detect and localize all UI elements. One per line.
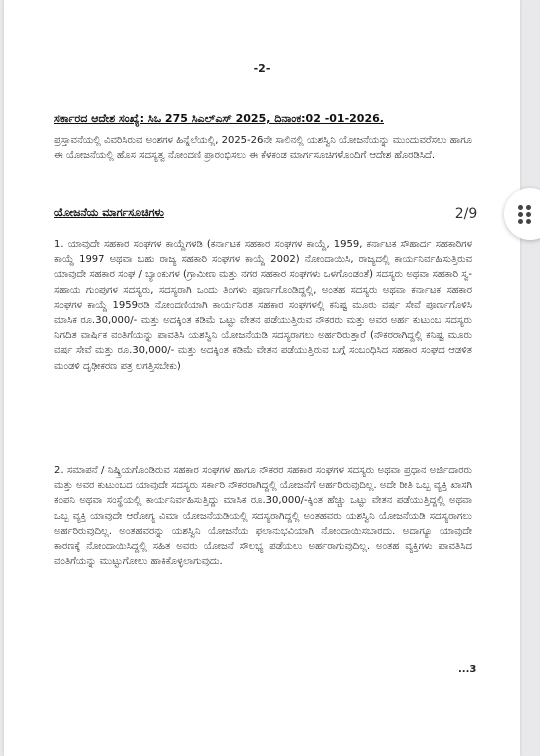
- paragraph-1: 1. ಯಾವುದೇ ಸಹಕಾರ ಸಂಘಗಳ ಕಾಯ್ದೆಗಳಡಿ (ಕರ್ನಾಟಕ ಸಹಕಾರ ಸಂಘಗಳ ಕಾಯ್ದೆ, 1959, ಕರ್ನಾಟಕ ಸೌಹಾರ್ದ ಸಹಕಾರಿಗಳ ಕಾಯ್ದೆ 1997 ಅಥವಾ ಬಹು ರಾಜ್ಯ ಸಹಕಾರಿ ಸಂಘಗಳ ಕಾಯ್ದೆ 2002) ನೋಂದಾಯಿಸಿ, ರಾಜ್ಯದಲ್ಲಿ ಕಾರ್ಯನಿರ್ವಹಿಸುತ್ತಿರುವ ಯಾವುದೇ ಸಹಕಾರ ಸಂಘ / ಬ್ಯಾಂಕುಗಳ (ಗ್ರಾಮೀಣ ಮತ್ತು ನಗರ ಸಹಕಾರ ಸಂಘಗಳು ಒಳಗೊಂಡಂತೆ) ಸದಸ್ಯರು ಅಥವಾ ಸಹಕಾರಿ ಸ್ವ-ಸಹಾಯ ಗುಂಪುಗಳ ಸದಸ್ಯರು, ಸದಸ್ಯರಾಗಿ ಒಂದು ತಿಂಗಳು ಪೂರ್ಣಗೊಂಡಿದ್ದಲ್ಲಿ, ಅಂತಹ ಸದಸ್ಯರು ಅಥವಾ ಕರ್ನಾಟಕ ಸಹಕಾರ ಸಂಘಗಳ ಕಾಯ್ದೆ 1959ರಡಿ ನೋಂದಣಿಯಾಗಿ ಕಾರ್ಯನಿರತ ಸಹಕಾರ ಸಂಘಗಳಲ್ಲಿ ಕನಿಷ್ಟ ಮೂರು ವರ್ಷ ಸೇವೆ ಪೂರ್ಣಗೊಳಿಸಿ ಮಾಸಿಕ ರೂ.30,000/- ಮತ್ತು ಅದಕ್ಕಿಂತ ಕಡಿಮೆ ಒಟ್ಟು ವೇತನ ಪಡೆಯುತ್ತಿರುವ ನೌಕರರು ಮತ್ತು ಅವರ ಅರ್ಹ ಕುಟುಂಬ ಸದಸ್ಯರು ನಿಗದಿತ ವಾರ್ಷಿಕ ವಂತಿಗೆಯನ್ನು ಪಾವತಿಸಿ ಯಶಸ್ವಿನಿ ಯೋಜನೆಯಡಿ ಸದಸ್ಯರಾಗಲು ಅರ್ಹರಿರುತ್ತಾರೆ (ನೌಕರರಾಗಿದ್ದಲ್ಲಿ ಕನಿಷ್ಟ ಮೂರು ವರ್ಷ ಸೇವೆ ಮತ್ತು ರೂ.30,000/- ಮತ್ತು ಅದಕ್ಕಿಂತ ಕಡಿಮೆ ವೇತನ ಪಡೆಯುತ್ತಿರುವ ಬಗ್ಗೆ ಸಂಬಂಧಿಸಿದ ಸಹಕಾರ ಸಂಘದ ಆಡಳಿತ ಮಂಡಳಿ ದೃಢೀಕರಣ ಪತ್ರ ಲಗತ್ತಿಸಬೇಕು): [54, 239, 472, 372]
- order-line: ಸರ್ಕಾರದ ಆದೇಶ ಸಂಖ್ಯೆ: ಸಿಒ 275 ಸಿಎಲ್ಎಸ್ 2025, ದಿನಾಂಕ:02 -01-2026.: [54, 112, 384, 125]
- page-footer: ...3: [458, 664, 477, 675]
- document-page: [4, 0, 520, 756]
- page-counter: 2/9: [436, 200, 496, 228]
- intro-paragraph: ಪ್ರಸ್ತಾವನೆಯಲ್ಲಿ ವಿವರಿಸಿರುವ ಅಂಶಗಳ ಹಿನ್ನೆಲೆಯಲ್ಲಿ, 2025-26ನೇ ಸಾಲಿನಲ್ಲಿ ಯಶಸ್ವಿನಿ ಯೋಜನೆಯನ್ನು ಮುಂದುವರೆಸಲು ಹಾಗೂ ಈ ಯೋಜನೆಯಲ್ಲಿ ಹೊಸ ಸದಸ್ಯತ್ವ ನೋಂದಣಿ ಪ್ರಾರಂಭಿಸಲು ಈ ಕೆಳಕಂಡ ಮಾರ್ಗಸೂಚಿಗಳೊಂದಿಗೆ ಆದೇಶ ಹೊರಡಿಸಿದೆ.: [54, 135, 472, 162]
- section-heading: ಯೋಜನೆಯ ಮಾರ್ಗಸೂಚಿಗಳು: [54, 206, 164, 219]
- paragraph-2: 2. ಸಮಾಪನೆ / ನಿಷ್ಕ್ರಿಯಗೊಂಡಿರುವ ಸಹಕಾರ ಸಂಘಗಳ ಹಾಗೂ ನೌಕರರ ಸಹಕಾರ ಸಂಘಗಳ ಸದಸ್ಯರು ಅಥವಾ ಪ್ರಧಾನ ಅರ್ಜಿದಾರರು ಮತ್ತು ಅವರ ಕುಟುಂಬದ ಯಾವುದೇ ಸದಸ್ಯರು ಸರ್ಕಾರಿ ನೌಕರರಾಗಿದ್ದಲ್ಲಿ ಯೋಜನೆಗೆ ಅರ್ಹರಿರುವುದಿಲ್ಲ. ಅದೇ ರೀತಿ ಒಬ್ಬ ವ್ಯಕ್ತಿ ಖಾಸಗಿ ಕಂಪನಿ ಅಥವಾ ಸಂಸ್ಥೆಯಲ್ಲಿ ಕಾರ್ಯನಿರ್ವಹಿಸುತ್ತಿದ್ದು ಮಾಸಿಕ ರೂ.30,000/-ಕ್ಕಿಂತ ಹೆಚ್ಚು ಒಟ್ಟು ವೇತನ ಪಡೆಯುತ್ತಿದ್ದಲ್ಲಿ ಅಥವಾ ಒಬ್ಬ ವ್ಯಕ್ತಿ ಯಾವುದೇ ಆರೋಗ್ಯ ವಿಮಾ ಯೋಜನೆಯಡಿಯಲ್ಲಿ ಸದಸ್ಯರಾಗಿದ್ದಲ್ಲಿ ಅಂತಹವರು ಯಶಸ್ವಿನಿ ಯೋಜನೆಯಡಿ ಸದಸ್ಯರಾಗಲು ಅರ್ಹರಿರುವುದಿಲ್ಲ. ಅಂತಹವರನ್ನು ಯಶಸ್ವಿನಿ ಯೋಜನೆಯ ಫಲಾನುಭವಿಯಾಗಿ ನೋಂದಾಯಿಸಬಾರದು. ಅದಾಗ್ಯೂ ಯಾವುದೇ ಕಾರಣಕ್ಕೆ ನೋಂದಾಯಿಸಿದ್ದಲ್ಲಿ ಸಹಿತ ಅವರು ಯೋಜನೆ ಸೌಲಭ್ಯ ಪಡೆಯಲು ಅರ್ಹರಾಗುವುದಿಲ್ಲ. ಅಂತಹ ವ್ಯಕ್ತಿಗಳು ಪಾವತಿಸಿದ ವಂತಿಗೆಯನ್ನು ಮುಟ್ಟುಗೋಲು ಹಾಕಿಕೊಳ್ಳಲಾಗುವುದು.: [54, 465, 472, 568]
- page-number: -2-: [253, 62, 271, 75]
